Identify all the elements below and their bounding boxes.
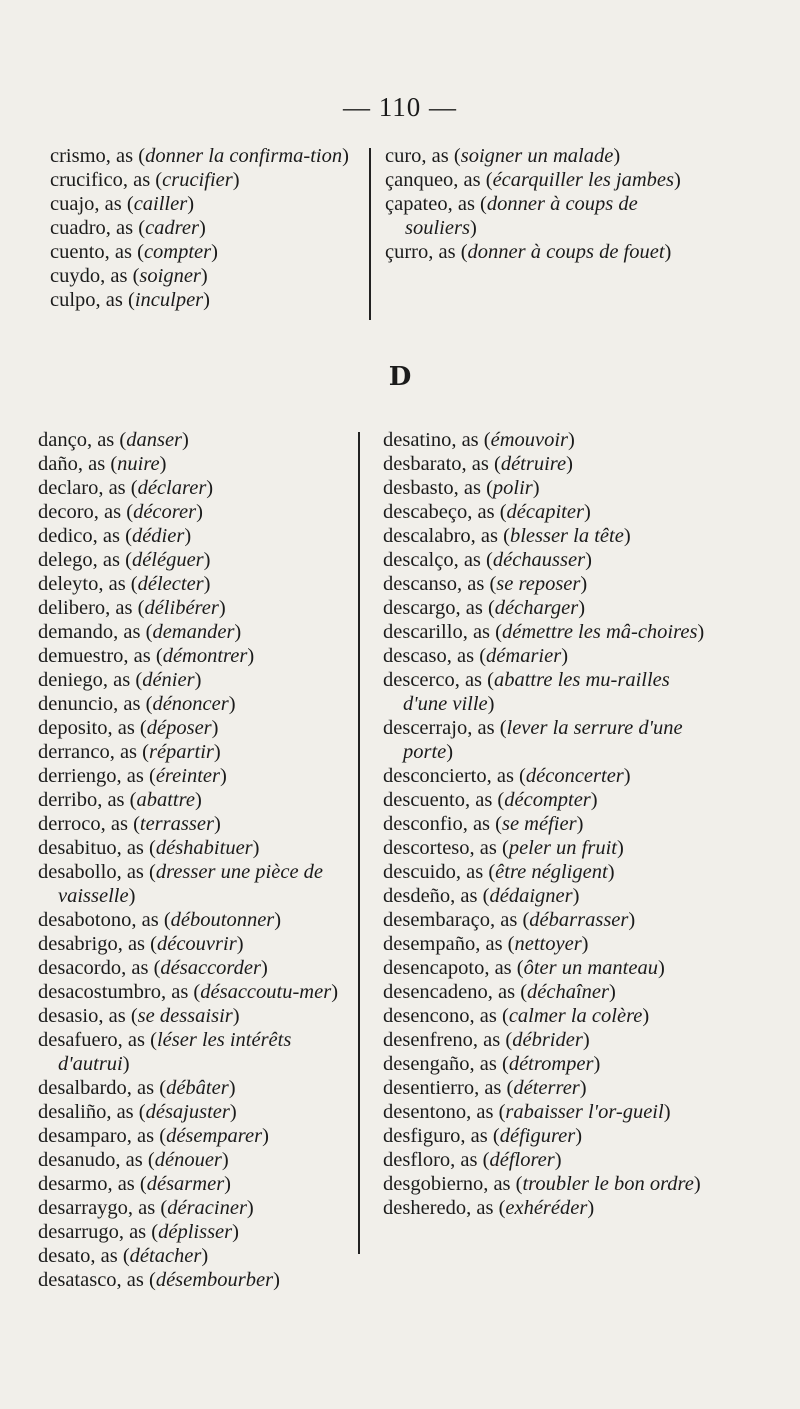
headword: descuido, as [383, 861, 484, 883]
dictionary-entry: descuento, as (décompter) [383, 789, 598, 811]
translation: démontrer [162, 645, 248, 667]
dictionary-entry: desentono, as (rabaisser l'or-gueil) [383, 1101, 671, 1123]
translation: nuire [117, 453, 160, 475]
translation: troubler le bon ordre [522, 1173, 694, 1195]
dictionary-entry: delibero, as (délibérer) [38, 597, 226, 619]
translation: donner à coups de souliers [405, 193, 638, 239]
dictionary-entry: derranco, as (répartir) [38, 741, 221, 763]
dictionary-entry: denuncio, as (dénoncer) [38, 693, 236, 715]
section-2-right-column [383, 428, 713, 1220]
dictionary-entry: derriengo, as (éreinter) [38, 765, 227, 787]
dictionary-entry: culpo, as (inculper) [50, 289, 210, 311]
headword: descerrajo, as [383, 717, 495, 739]
translation: délibérer [144, 597, 219, 619]
translation: être négligent [495, 861, 608, 883]
headword: desalbardo, as [38, 1077, 155, 1099]
translation: désembourber [155, 1269, 274, 1291]
headword: desato, as [38, 1245, 118, 1267]
headword: cuadro, as [50, 217, 134, 239]
headword: desdeño, as [383, 885, 478, 907]
headword: cuento, as [50, 241, 132, 263]
dictionary-entry: dedico, as (dédier) [38, 525, 192, 547]
headword: desbarato, as [383, 453, 489, 475]
headword: descerco, as [383, 669, 483, 691]
dictionary-entry: descaso, as (démarier) [383, 645, 569, 667]
headword: descanso, as [383, 573, 485, 595]
dictionary-entry: desbasto, as (polir) [383, 477, 540, 499]
translation: défigurer [499, 1125, 576, 1147]
headword: derranco, as [38, 741, 138, 763]
headword: crucifico, as [50, 169, 151, 191]
translation: polir [492, 477, 533, 499]
dictionary-entry: desheredo, as (exhéréder) [383, 1197, 595, 1219]
translation: déshabituer [155, 837, 253, 859]
headword: demuestro, as [38, 645, 151, 667]
column-divider [369, 148, 371, 320]
dictionary-entry: cuydo, as (soigner) [50, 265, 208, 287]
dictionary-entry: daño, as (nuire) [38, 453, 167, 475]
translation: compter [143, 241, 212, 263]
dictionary-entry: deniego, as (dénier) [38, 669, 202, 691]
headword: desafuero, as [38, 1029, 146, 1051]
headword: deleyto, as [38, 573, 126, 595]
dictionary-entry: desconfio, as (se méfier) [383, 813, 584, 835]
translation: désaccoutu-mer [200, 981, 332, 1003]
headword: desentierro, as [383, 1077, 502, 1099]
translation: inculper [134, 289, 204, 311]
dictionary-entry: desbarato, as (détruire) [383, 453, 573, 475]
headword: derribo, as [38, 789, 125, 811]
translation: soigner un malade [460, 145, 614, 167]
dictionary-entry: descalço, as (déchausser) [383, 549, 592, 571]
translation: démarier [486, 645, 562, 667]
translation: désemparer [166, 1125, 263, 1147]
translation: débrider [512, 1029, 583, 1051]
translation: désajuster [145, 1101, 230, 1123]
dictionary-entry: descuido, as (être négligent) [383, 861, 615, 883]
dictionary-entry: decoro, as (décorer) [38, 501, 203, 523]
headword: desanudo, as [38, 1149, 143, 1171]
translation: peler un fruit [508, 837, 617, 859]
headword: desengaño, as [383, 1053, 497, 1075]
headword: desencapoto, as [383, 957, 512, 979]
page-number: — 110 — [343, 92, 457, 122]
translation: déclarer [137, 477, 207, 499]
dictionary-entry: descalabro, as (blesser la tête) [383, 525, 631, 547]
headword: descuento, as [383, 789, 493, 811]
section-letter-heading: D [388, 362, 412, 392]
headword: desabrigo, as [38, 933, 146, 955]
dictionary-entry: desamparo, as (désemparer) [38, 1125, 269, 1147]
dictionary-entry: desabrigo, as (découvrir) [38, 933, 244, 955]
dictionary-entry: descabeço, as (décapiter) [383, 501, 591, 523]
dictionary-entry: demando, as (demander) [38, 621, 242, 643]
translation: désaccorder [160, 957, 261, 979]
dictionary-entry: desacordo, as (désaccorder) [38, 957, 268, 979]
translation: ôter un manteau [523, 957, 658, 979]
headword: descalabro, as [383, 525, 498, 547]
dictionary-entry: desarraygo, as (déraciner) [38, 1197, 254, 1219]
translation: cadrer [145, 217, 199, 239]
translation: demander [152, 621, 235, 643]
dictionary-entry: çanqueo, as (écarquiller les jambes) [385, 169, 681, 191]
headword: çanqueo, as [385, 169, 481, 191]
translation: danser [126, 429, 183, 451]
translation: abattre les mu-railles d'une ville [403, 669, 670, 715]
dictionary-entry: desencadeno, as (déchaîner) [383, 981, 616, 1003]
translation: débarrasser [529, 909, 629, 931]
headword: desatino, as [383, 429, 479, 451]
headword: desfiguro, as [383, 1125, 488, 1147]
translation: lever la serrure d'une porte [403, 717, 683, 763]
translation: dresser une pièce de vaisselle [58, 861, 324, 907]
dictionary-entry: cuento, as (compter) [50, 241, 218, 263]
headword: crismo, as [50, 145, 134, 167]
headword: derriengo, as [38, 765, 144, 787]
dictionary-entry: desaliño, as (désajuster) [38, 1101, 237, 1123]
translation: écarquiller les jambes [492, 169, 675, 191]
translation: débâter [166, 1077, 229, 1099]
column-divider [358, 432, 360, 1254]
dictionary-entry: delego, as (déléguer) [38, 549, 211, 571]
headword: desfloro, as [383, 1149, 478, 1171]
dictionary-entry: descerco, as (abattre les mu-railles d'une ville) [383, 669, 670, 715]
headword: dedico, as [38, 525, 120, 547]
headword: desabotono, as [38, 909, 159, 931]
headword: culpo, as [50, 289, 123, 311]
dictionary-entry: desasio, as (se dessaisir) [38, 1005, 240, 1027]
dictionary-entry: deposito, as (déposer) [38, 717, 219, 739]
translation: blesser la tête [509, 525, 624, 547]
dictionary-entry: demuestro, as (démontrer) [38, 645, 255, 667]
translation: déflorer [489, 1149, 555, 1171]
translation: rabaisser l'or-gueil [505, 1101, 664, 1123]
translation: se reposer [496, 573, 581, 595]
section-1-left-column [50, 144, 350, 312]
dictionary-entry: danço, as (danser) [38, 429, 189, 451]
translation: dénier [142, 669, 195, 691]
dictionary-entry: çapateo, as (donner à coups de souliers) [385, 193, 638, 239]
translation: exhéréder [505, 1197, 588, 1219]
translation: éreinter [155, 765, 220, 787]
headword: çapateo, as [385, 193, 475, 215]
headword: delibero, as [38, 597, 133, 619]
headword: cuajo, as [50, 193, 122, 215]
translation: détromper [508, 1053, 594, 1075]
dictionary-entry: crucifico, as (crucifier) [50, 169, 240, 191]
translation: désarmer [146, 1173, 225, 1195]
translation: déboutonner [170, 909, 275, 931]
headword: desasio, as [38, 1005, 126, 1027]
dictionary-entry: desconcierto, as (déconcerter) [383, 765, 631, 787]
translation: décharger [494, 597, 579, 619]
headword: desembaraço, as [383, 909, 518, 931]
translation: cailler [133, 193, 188, 215]
translation: donner la confirma-tion [145, 145, 343, 167]
translation: déposer [146, 717, 212, 739]
dictionary-entry: desentierro, as (déterrer) [383, 1077, 587, 1099]
headword: desheredo, as [383, 1197, 494, 1219]
headword: desbasto, as [383, 477, 481, 499]
dictionary-entry: desempaño, as (nettoyer) [383, 933, 589, 955]
headword: danço, as [38, 429, 115, 451]
headword: decoro, as [38, 501, 122, 523]
dictionary-entry: desalbardo, as (débâter) [38, 1077, 236, 1099]
dictionary-entry: descerrajo, as (lever la serrure d'une porte) [383, 717, 683, 763]
translation: dédier [131, 525, 185, 547]
headword: descaso, as [383, 645, 475, 667]
translation: crucifier [162, 169, 233, 191]
dictionary-entry: deleyto, as (délecter) [38, 573, 211, 595]
translation: se dessaisir [137, 1005, 233, 1027]
dictionary-entry: curo, as (soigner un malade) [385, 145, 621, 167]
translation: démettre les mâ-choires [501, 621, 698, 643]
translation: délecter [137, 573, 204, 595]
headword: cuydo, as [50, 265, 128, 287]
headword: desarmo, as [38, 1173, 135, 1195]
dictionary-entry: desarmo, as (désarmer) [38, 1173, 231, 1195]
translation: terrasser [139, 813, 214, 835]
dictionary-entry: derribo, as (abattre) [38, 789, 202, 811]
headword: denuncio, as [38, 693, 141, 715]
headword: daño, as [38, 453, 106, 475]
headword: çurro, as [385, 241, 456, 263]
dictionary-entry: desabollo, as (dresser une pièce de vaisselle) [38, 861, 324, 907]
dictionary-entry: desdeño, as (dédaigner) [383, 885, 580, 907]
headword: desacordo, as [38, 957, 149, 979]
translation: décapiter [506, 501, 584, 523]
dictionary-entry: çurro, as (donner à coups de fouet) [385, 241, 672, 263]
dictionary-entry: desafuero, as (léser les intérêts d'autrui) [38, 1029, 292, 1075]
headword: descarillo, as [383, 621, 491, 643]
dictionary-entry: descorteso, as (peler un fruit) [383, 837, 624, 859]
dictionary-entry: declaro, as (déclarer) [38, 477, 214, 499]
headword: curo, as [385, 145, 449, 167]
headword: desgobierno, as [383, 1173, 511, 1195]
headword: desarrugo, as [38, 1221, 147, 1243]
translation: déléguer [131, 549, 204, 571]
dictionary-entry: desenfreno, as (débrider) [383, 1029, 590, 1051]
dictionary-entry: desabotono, as (déboutonner) [38, 909, 282, 931]
dictionary-entry: crismo, as (donner la confirma-tion) [50, 145, 349, 167]
translation: déraciner [167, 1197, 247, 1219]
headword: desabituo, as [38, 837, 144, 859]
translation: déconcerter [525, 765, 624, 787]
translation: dédaigner [489, 885, 573, 907]
translation: découvrir [156, 933, 237, 955]
translation: donner à coups de fouet [467, 241, 665, 263]
headword: desempaño, as [383, 933, 503, 955]
translation: déplisser [158, 1221, 233, 1243]
translation: déchausser [492, 549, 586, 571]
dictionary-entry: descarillo, as (démettre les mâ-choires) [383, 621, 705, 643]
headword: derroco, as [38, 813, 128, 835]
headword: desacostumbro, as [38, 981, 189, 1003]
translation: émouvoir [490, 429, 569, 451]
dictionary-entry: desencono, as (calmer la colère) [383, 1005, 650, 1027]
dictionary-entry: desato, as (détacher) [38, 1245, 209, 1267]
headword: descabeço, as [383, 501, 495, 523]
headword: desenfreno, as [383, 1029, 501, 1051]
dictionary-entry: desfloro, as (déflorer) [383, 1149, 562, 1171]
headword: desentono, as [383, 1101, 494, 1123]
translation: abattre [136, 789, 195, 811]
headword: deniego, as [38, 669, 131, 691]
dictionary-entry: desencapoto, as (ôter un manteau) [383, 957, 665, 979]
translation: soigner [139, 265, 201, 287]
section-1-right-column [385, 144, 705, 264]
translation: dénoncer [152, 693, 229, 715]
translation: déchaîner [527, 981, 609, 1003]
dictionary-entry: desgobierno, as (troubler le bon ordre) [383, 1173, 701, 1195]
translation: dénouer [154, 1149, 222, 1171]
headword: deposito, as [38, 717, 135, 739]
translation: détacher [129, 1245, 202, 1267]
headword: desabollo, as [38, 861, 144, 883]
translation: léser les intérêts d'autrui [58, 1029, 292, 1075]
dictionary-entry: desanudo, as (dénouer) [38, 1149, 229, 1171]
headword: descorteso, as [383, 837, 497, 859]
translation: répartir [148, 741, 214, 763]
headword: delego, as [38, 549, 120, 571]
translation: se méfier [501, 813, 577, 835]
translation: décompter [504, 789, 591, 811]
dictionary-entry: desacostumbro, as (désaccoutu-mer) [38, 981, 339, 1003]
translation: détruire [500, 453, 567, 475]
dictionary-entry: cuadro, as (cadrer) [50, 217, 206, 239]
dictionary-entry: derroco, as (terrasser) [38, 813, 221, 835]
headword: desamparo, as [38, 1125, 155, 1147]
translation: calmer la colère [508, 1005, 643, 1027]
headword: desencadeno, as [383, 981, 516, 1003]
translation: nettoyer [514, 933, 582, 955]
dictionary-entry: desatasco, as (désembourber) [38, 1269, 280, 1291]
dictionary-entry: descanso, as (se reposer) [383, 573, 588, 595]
dictionary-entry: desengaño, as (détromper) [383, 1053, 601, 1075]
headword: descalço, as [383, 549, 481, 571]
translation: décorer [133, 501, 197, 523]
headword: declaro, as [38, 477, 126, 499]
dictionary-entry: cuajo, as (cailler) [50, 193, 195, 215]
headword: desconfio, as [383, 813, 491, 835]
headword: desconcierto, as [383, 765, 514, 787]
section-2-left-column [38, 428, 350, 1292]
dictionary-entry: desembaraço, as (débarrasser) [383, 909, 636, 931]
headword: demando, as [38, 621, 141, 643]
translation: déterrer [513, 1077, 580, 1099]
headword: desencono, as [383, 1005, 497, 1027]
headword: desaliño, as [38, 1101, 134, 1123]
dictionary-entry: descargo, as (décharger) [383, 597, 586, 619]
dictionary-entry: desfiguro, as (défigurer) [383, 1125, 583, 1147]
dictionary-entry: desabituo, as (déshabituer) [38, 837, 260, 859]
dictionary-entry: desatino, as (émouvoir) [383, 429, 575, 451]
headword: desatasco, as [38, 1269, 144, 1291]
headword: descargo, as [383, 597, 483, 619]
dictionary-entry: desarrugo, as (déplisser) [38, 1221, 239, 1243]
headword: desarraygo, as [38, 1197, 156, 1219]
